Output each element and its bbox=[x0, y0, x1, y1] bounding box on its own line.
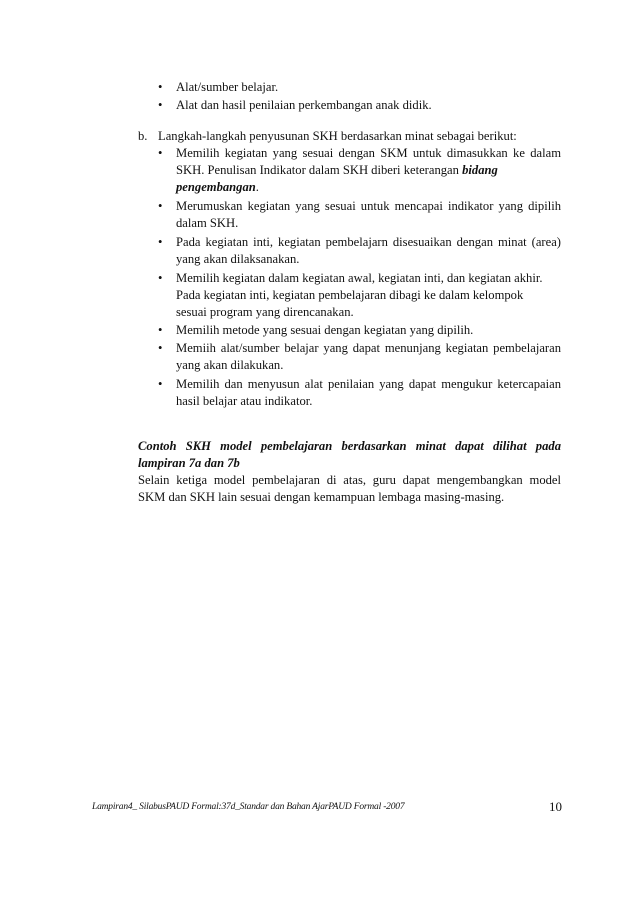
bullet-icon: • bbox=[158, 199, 163, 213]
section-heading: Langkah-langkah penyusunan SKH berdasarkan minat sebagai berikut: bbox=[158, 129, 517, 143]
bullet-icon: • bbox=[158, 341, 163, 355]
list-item-line: yang akan dilaksanakan. bbox=[176, 252, 300, 266]
list-item: Alat dan hasil penilaian perkembangan anak didik. bbox=[176, 98, 432, 112]
bold-note-line: lampiran 7a dan 7b bbox=[138, 456, 240, 470]
bullet-icon: • bbox=[158, 271, 163, 285]
list-item-line: Memilih dan menyusun alat penilaian yang dapat mengukur ketercapaian bbox=[176, 377, 561, 391]
emphasis-text: bidang bbox=[462, 163, 498, 177]
list-item-line: Memilih kegiatan dalam kegiatan awal, kegiatan inti, dan kegiatan akhir. bbox=[176, 271, 543, 285]
bold-note-line: Contoh SKH model pembelajaran berdasarkan minat dapat dilihat pada bbox=[138, 439, 561, 453]
list-item-line: dalam SKH. bbox=[176, 216, 239, 230]
bullet-icon: • bbox=[158, 235, 163, 249]
list-item-line: Pada kegiatan inti, kegiatan pembelajaran dibagi ke dalam kelompok bbox=[176, 288, 524, 302]
footer-caption: Lampiran4_ SilabusPAUD Formal:37d_Standar dan Bahan AjarPAUD Formal -2007 bbox=[92, 802, 405, 812]
page-number: 10 bbox=[549, 799, 562, 814]
section-marker: b. bbox=[138, 129, 148, 143]
list-item-line: sesuai program yang direncanakan. bbox=[176, 305, 354, 319]
bullet-icon: • bbox=[158, 146, 163, 160]
list-item-text: SKH. Penulisan Indikator dalam SKH diberi keterangan bbox=[176, 163, 463, 177]
paragraph-line: SKM dan SKH lain sesuai dengan kemampuan lembaga masing-masing. bbox=[138, 490, 505, 504]
bullet-icon: • bbox=[158, 98, 163, 112]
bullet-icon: • bbox=[158, 377, 163, 391]
list-item-line: Memilih metode yang sesuai dengan kegiatan yang dipilih. bbox=[176, 323, 474, 337]
paragraph-line: Selain ketiga model pembelajaran di atas, guru dapat mengembangkan model bbox=[138, 473, 561, 487]
bullet-icon: • bbox=[158, 323, 163, 337]
list-item-line bbox=[176, 162, 498, 179]
list-item-text: . bbox=[255, 180, 259, 194]
list-item-line bbox=[176, 179, 259, 196]
list-item-line: Memilih kegiatan yang sesuai dengan SKM untuk dimasukkan ke dalam bbox=[176, 146, 561, 160]
list-item-line: Merumuskan kegiatan yang sesuai untuk mencapai indikator yang dipilih bbox=[176, 199, 561, 213]
list-item: Alat/sumber belajar. bbox=[176, 80, 279, 94]
list-item-line: hasil belajar atau indikator. bbox=[176, 394, 313, 408]
list-item-line: yang akan dilakukan. bbox=[176, 358, 284, 372]
list-item-line: Pada kegiatan inti, kegiatan pembelajarn disesuaikan dengan minat (area) bbox=[176, 235, 561, 249]
list-item-line: Memiih alat/sumber belajar yang dapat menunjang kegiatan pembelajaran bbox=[176, 341, 561, 355]
emphasis-text: pengembangan bbox=[176, 180, 256, 194]
bullet-icon: • bbox=[158, 80, 163, 94]
